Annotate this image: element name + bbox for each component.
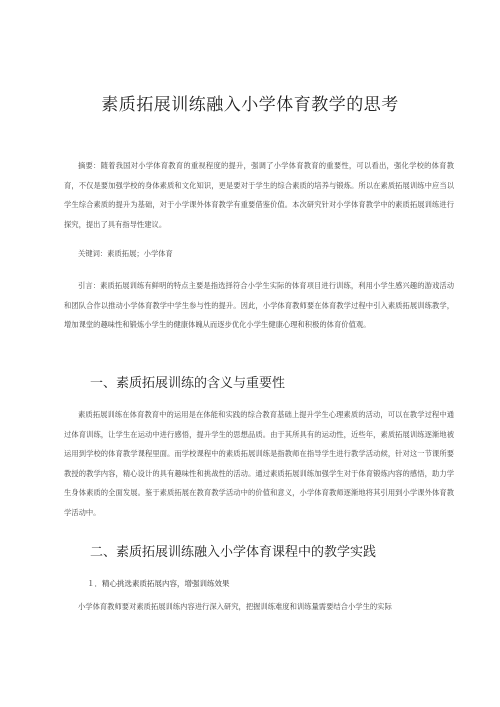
intro-paragraph: 引言：素质拓展训练有鲜明的特点主要是指选择符合小学生实际的体育项目进行训练，利用小学生感兴趣的游戏活动和团队合作以推动小学体育教学中学生参与性的提升。因此，小学体育教师要在体育教学过程中引入素质拓展训练教学，增加课堂的趣味性和锻炼小学生的健康体魄从而逐步优化小学生健康心理和积极的体育价值观。 [64,281,454,329]
section-1-paragraph: 素质拓展训练在体育教育中的运用是在体能和实践的综合教育基础上提升学生心理素质的活动，可以在教学过程中通过体育训练，让学生在运动中进行感悟，提升学生的思想品质。由于其所具有的运动性，近些年，素质拓展训练逐渐地被运用到学校的体育教学课程里面。而学校课程中的素质拓展训练是指教师在指导学生进行教学活动候，针对这一节课所要教授的教学内容，精心设计的具有趣味性和挑战性的活动。通过素质拓展训练加强学生对于体育锻炼内容的感悟，助力学生身体素质的全面发展。鉴于素质拓展在教育教学活动中的价值和意义，小学体育教师逐渐地将其引用到小学课外体育教学活动中。 [64,410,454,517]
abstract-paragraph: 摘要：随着我国对小学体育教育的重视程度的提升，强调了小学体育教育的重要性，可以看出，强化学校的体育教育，不仅是要加强学校的身体素质和文化知识，更是要对于学生的综合素质的培养与锻炼。所以在素质拓展训练中应当以学生综合素质的提升为基础，对于小学课外体育教学有重要借鉴价值。本次研究针对小学体育教学中的素质拓展训练进行探究，提出了具有指导性建议。 [64,161,454,229]
page-title: 素质拓展训练融入小学体育教学的思考 [101,95,399,115]
keywords-line: 关键词：素质拓展；小学体育 [78,249,173,258]
section-2-heading: 二、素质拓展训练融入小学体育课程中的教学实践 [90,545,377,560]
subsection-1-paragraph: 小学体育教师要对素质拓展训练内容进行深入研究，把握训练难度和训练量需要结合小学生的实际 [78,602,392,611]
subsection-1-heading: １．精心挑选素质拓展内容，增强训练效果 [87,579,230,588]
section-1-heading: 一、素质拓展训练的含义与重要性 [90,376,286,391]
